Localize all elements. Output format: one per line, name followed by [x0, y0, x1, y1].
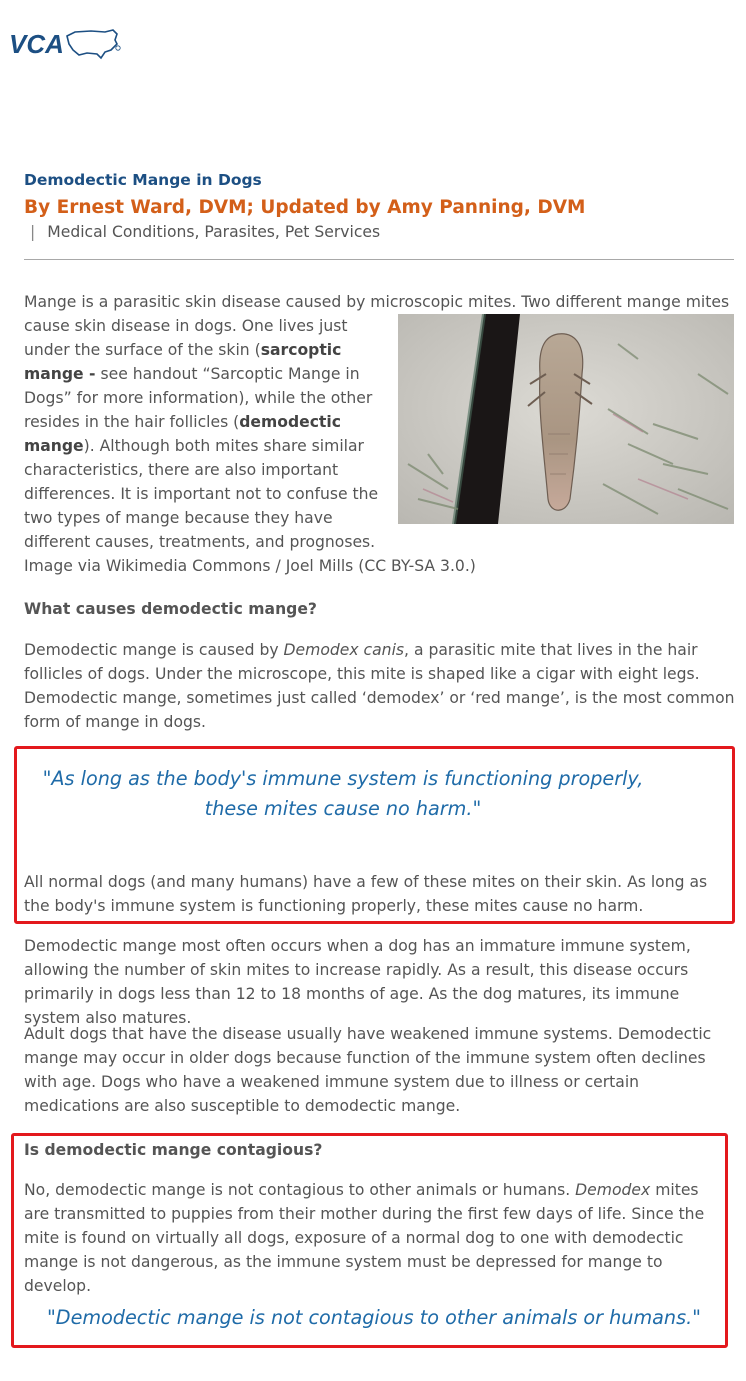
intro-bold-demodectic: demodectic mange [24, 413, 341, 455]
contagious-genus: Demodex [575, 1181, 651, 1199]
mite-microscope-image [398, 314, 734, 524]
usa-map-icon [67, 30, 117, 58]
divider [24, 259, 734, 260]
intro-first-line: Mange is a parasitic skin disease caused by microscopic mites. Two different mange mites [24, 293, 730, 311]
registered-icon [116, 46, 120, 50]
contagious-paragraph [24, 1178, 724, 1298]
vca-logo[interactable] [9, 28, 121, 62]
intro-paragraph [24, 314, 396, 554]
causes-text-2: , a parasitic mite that lives in the hair follicles of dogs. Under the microscope, this mite is shaped like a cigar with eight legs. Demodectic mange, sometimes just called ‘demodex’ or ‘red mange’, is the most common form of mange in dogs. [24, 641, 735, 731]
adult-dogs-paragraph: Adult dogs that have the disease usually have weakened immune systems. Demodectic mange may occur in older dogs because function of the immune system often declines with age. Dogs who have a weakened immune system due to illness or certain medications are also susceptible to demodectic mange. [24, 1025, 712, 1115]
heading-contagious: Is demodectic mange contagious? [24, 1141, 323, 1159]
intro-text-2: see handout “Sarcoptic Mange in Dogs” for more information), while the other resides in the hair follicles ( [24, 365, 373, 431]
occurs-paragraph: Demodectic mange most often occurs when a dog has an immature immune system, allowing the number of skin mites to increase rapidly. As a result, this disease occurs primarily in dogs less than 12 to 18 months of age. As the dog matures, its immune system also matures. [24, 937, 691, 1027]
logo-text: VCA [9, 29, 64, 59]
contagious-text-1: No, demodectic mange is not contagious to other animals or humans. [24, 1181, 576, 1199]
normal-dogs-paragraph: All normal dogs (and many humans) have a few of these mites on their skin. As long as the body's immune system is functioning properly, these mites cause no harm. [24, 873, 708, 915]
intro-bold-sarcoptic: sarcoptic mange - [24, 341, 342, 383]
contagious-text-2: mites are transmitted to puppies from their mother during the first few days of life. Since the mite is found on virtually all dogs, exposure of a normal dog to one with demodectic mange is not dangerous, as the immune system must be depressed for mange to develop. [24, 1181, 705, 1295]
image-caption: Image via Wikimedia Commons / Joel Mills (CC BY-SA 3.0.) [24, 557, 476, 575]
causes-paragraph [24, 638, 736, 734]
article-title[interactable]: Demodectic Mange in Dogs [24, 171, 262, 189]
heading-what-causes: What causes demodectic mange? [24, 600, 317, 618]
causes-text-1: Demodectic mange is caused by [24, 641, 284, 659]
intro-text-3: ). Although both mites share similar characteristics, there are also important differences. It is important not to confuse the two types of mange because they have different causes, treatments, and prognoses. [24, 437, 379, 551]
category-list[interactable]: Medical Conditions, Parasites, Pet Services [47, 223, 381, 241]
category-separator: | [30, 223, 36, 241]
article-byline: By Ernest Ward, DVM; Updated by Amy Panning, DVM [24, 197, 586, 218]
causes-species: Demodex canis [283, 641, 405, 659]
pull-quote-contagious: "Demodectic mange is not contagious to other animals or humans." [46, 1306, 702, 1329]
microscope-mite-photo-icon [398, 314, 734, 524]
intro-text-1: cause skin disease in dogs. One lives just under the surface of the skin ( [24, 317, 348, 359]
pull-quote-immune: "As long as the body's immune system is functioning properly, these mites cause no harm." [42, 767, 644, 820]
article-categories [30, 221, 380, 243]
